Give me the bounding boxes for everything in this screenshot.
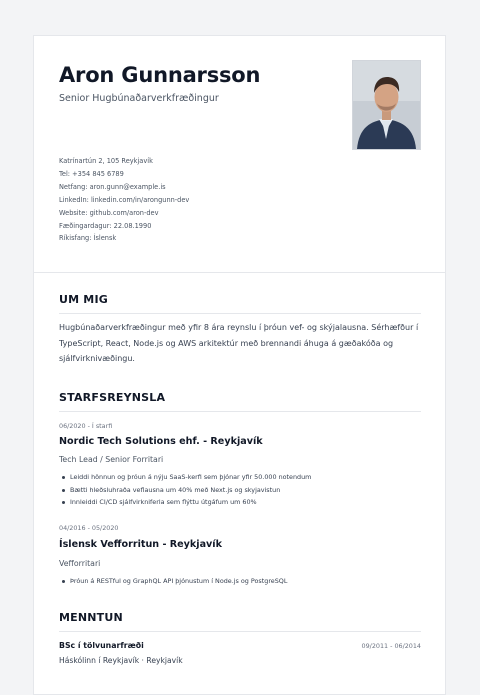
job-bullets (59, 471, 311, 509)
education-heading: MENNTUN (59, 611, 123, 624)
education-school: Háskólinn í Reykjavík · Reykjavík (59, 656, 183, 665)
job-date: 04/2016 - 05/2020 (59, 524, 119, 532)
about-divider (59, 313, 421, 314)
job-date: 06/2020 - Í starfi (59, 422, 113, 430)
education-divider (59, 631, 421, 632)
contact-linkedin: LinkedIn: linkedin.com/in/arongunn-dev (59, 195, 190, 204)
job-role: Vefforritari (59, 559, 101, 568)
profile-photo (352, 60, 421, 150)
education-date: 09/2011 - 06/2014 (361, 642, 421, 650)
job-company: Nordic Tech Solutions ehf. - Reykjavík (59, 436, 263, 447)
contact-nationality: Ríkisfang: Íslensk (59, 234, 117, 243)
contact-info (59, 155, 189, 245)
about-text: Hugbúnaðarverkfræðingur með yfir 8 ára reynslu í þróun vef- og skýjalausna. Sérhæfður í TypeScript, React, Node.js og AWS arkitektúr með brennandi áhuga á gæðakóða og sjálfvirknivæðingu. (59, 323, 419, 363)
contact-birthdate: Fæðingardagur: 22.08.1990 (59, 221, 152, 230)
about-heading: UM MIG (59, 293, 108, 306)
experience-heading: STARFSREYNSLA (59, 391, 166, 404)
job-bullets (59, 575, 287, 588)
contact-phone: Tel: +354 845 6789 (59, 169, 124, 178)
contact-email: Netfang: aron.gunn@example.is (59, 182, 166, 191)
job-role: Tech Lead / Senior Forritari (59, 455, 164, 464)
list-item: Bætti hleðsluhraða veflausna um 40% með Next.js og skyjavistun (59, 484, 311, 497)
resume-header (34, 36, 445, 273)
contact-website: Website: github.com/aron-dev (59, 208, 159, 217)
education-degree: BSc í tölvunarfræði (59, 641, 144, 650)
person-name: Aron Gunnarsson (59, 63, 261, 87)
list-item: Þróun á RESTful og GraphQL API þjónustum í Node.js og PostgreSQL (59, 575, 287, 588)
contact-address: Katrínartún 2, 105 Reykjavík (59, 157, 153, 165)
experience-divider (59, 411, 421, 412)
resume-page (33, 35, 446, 695)
list-item: Innleiddi CI/CD sjálfvirkniferla sem flýttu útgáfum um 60% (59, 496, 311, 509)
job-title: Senior Hugbúnaðarverkfræðingur (59, 93, 219, 104)
list-item: Leiddi hönnun og þróun á nýju SaaS-kerfi sem þjónar yfir 50.000 notendum (59, 471, 311, 484)
job-company: Íslensk Vefforritun - Reykjavík (59, 539, 222, 550)
profile-photo-image (353, 61, 420, 149)
